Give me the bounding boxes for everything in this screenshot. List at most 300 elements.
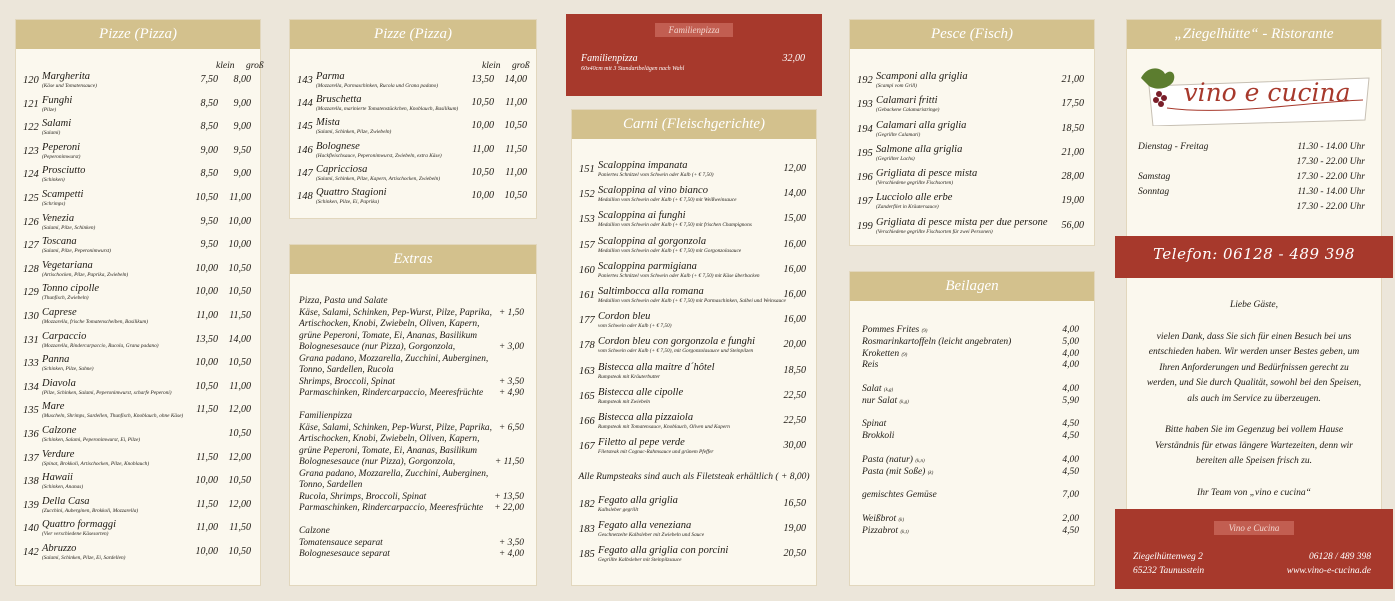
item-description: (Salami, Schinken, Pilze, Ei, Sardellen) — [42, 554, 126, 561]
side-dish — [862, 337, 1011, 350]
menu-row — [16, 496, 260, 520]
item-name: Prosciutto — [42, 165, 86, 177]
item-description: (Gegrillte Calamari) — [876, 131, 921, 138]
menu-row — [16, 213, 260, 237]
item-number: 125 — [23, 192, 39, 204]
price-small: 13,50 — [195, 333, 218, 345]
item-name: Parma — [316, 71, 345, 82]
item-name: Mare — [42, 401, 65, 413]
pizza-list-2 — [290, 71, 536, 210]
menu-row — [572, 387, 816, 412]
price-small: 8,50 — [200, 168, 218, 180]
item-number: 165 — [579, 390, 595, 402]
item-number: 140 — [23, 523, 39, 535]
item-number: 199 — [857, 220, 873, 232]
item-description: Medaillon vom Schwein oder Kalb (+ € 7,50) mit Parmaschinken, Salbei und Weinsauce — [598, 297, 786, 304]
item-number: 147 — [297, 167, 313, 179]
menu-row — [572, 336, 816, 361]
footer-phone[interactable]: 06128 / 489 398 — [1308, 552, 1371, 562]
item-name: Bistecca alle cipolle — [598, 386, 684, 398]
menu-row — [572, 495, 816, 520]
item-description: (Vier verschiedene Käsesorten) — [42, 531, 109, 538]
side-dish — [862, 384, 893, 397]
side-dish-code: (k,n) — [915, 458, 925, 464]
beilagen-header: Beilagen — [850, 272, 1094, 301]
website-link[interactable]: www.vino-e-cucina.de — [1286, 566, 1371, 576]
item-name: Salmone alla griglia — [876, 143, 963, 155]
item-name: Capricciosa — [316, 163, 368, 175]
item-price: 14,00 — [783, 188, 806, 200]
side-dish — [862, 349, 907, 362]
item-number: 178 — [579, 340, 595, 352]
item-number: 142 — [23, 546, 39, 558]
carni-list — [572, 160, 816, 462]
menu-row — [850, 120, 1094, 144]
side-dish-name: Pasta (mit Soße) — [862, 466, 926, 477]
side-dish-name: nur Salat — [862, 395, 898, 406]
item-description: Medaillon vom Schwein oder Kalb (+ € 7,50) mit Weißweinsauce — [598, 197, 737, 204]
item-description: (Peperonimwurst) — [42, 153, 81, 160]
price-large: 10,00 — [228, 239, 251, 251]
col-klein-2: klein — [482, 61, 501, 71]
item-name: Cordon bleu con gorgonzola e funghi — [598, 336, 756, 348]
item-price: 16,50 — [783, 498, 806, 509]
item-name: Grigliata di pesce mista per due persone — [876, 216, 1048, 228]
price-small: 10,50 — [195, 380, 218, 392]
price-large: 9,00 — [233, 168, 251, 180]
side-dish-code: (k,t) — [900, 529, 909, 535]
family-tag: Familienpizza — [655, 23, 733, 37]
side-dish-name: Rosmarinkartoffeln (leicht angebraten) — [862, 336, 1012, 347]
greeting-text-1 — [1127, 330, 1381, 408]
menu-row — [572, 261, 816, 286]
item-name: Scaloppina al vino bianco — [598, 185, 708, 197]
menu-row — [572, 286, 816, 311]
item-name: Funghi — [42, 94, 73, 106]
item-number: 145 — [297, 121, 313, 133]
menu-row — [572, 311, 816, 336]
side-dish-name: Pommes Frites — [862, 325, 920, 335]
extras-price: + 11,50 — [494, 457, 524, 467]
side-dish — [862, 396, 909, 409]
hours-day-2 — [1138, 155, 1208, 170]
menu-row — [16, 236, 260, 260]
price-small: 10,00 — [471, 120, 494, 132]
item-number: 152 — [579, 189, 595, 201]
price-large: 8,00 — [233, 74, 251, 85]
item-number: 135 — [23, 405, 39, 417]
price-large: 10,50 — [504, 189, 527, 201]
item-price: 28,00 — [1061, 171, 1084, 183]
item-number: 163 — [579, 365, 595, 377]
price-small: 11,00 — [196, 522, 218, 534]
side-dish-name: Pizzabrot — [862, 525, 899, 536]
extras-price: + 1,50 — [498, 307, 524, 318]
item-name: Scaloppina parmigiana — [598, 260, 697, 272]
item-description: vom Schwein oder Kalb (+ € 7,50), mit Gorgonzolasauce und Steinpilzen — [598, 348, 754, 355]
menu-row — [290, 141, 536, 164]
item-description: (Hackfleischsauce, Peperonimwurst, Zwiebeln, extra Käse) — [316, 152, 442, 159]
price-large: 11,00 — [229, 380, 251, 392]
menu-row — [16, 165, 260, 189]
item-number: 131 — [23, 334, 39, 346]
greeting-line: Ihren Anforderungen und Bedürfnissen gerecht zu — [1159, 362, 1349, 373]
item-description: Rumpsteak mit Kräuterbutter — [598, 373, 661, 380]
item-number: 134 — [23, 381, 39, 393]
col-gross: groß — [246, 61, 264, 71]
item-description: Rumpsteak mit Tomatensauce, Knoblauch, Oliven und Kapern — [598, 423, 730, 430]
family-panel — [566, 14, 822, 96]
extras-price: + 3,50 — [498, 376, 524, 387]
extras-line: Käse, Salami, Schinken, Pep-Wurst, Pilze, Paprika, — [299, 307, 492, 318]
item-number: 138 — [23, 476, 39, 488]
extras-header: Extras — [290, 245, 536, 274]
side-dish — [862, 431, 894, 444]
item-description: (Schinken, Salami, Peperonimwurst, Ei, Pilze) — [42, 436, 141, 443]
side-dish — [862, 526, 909, 539]
side-dish-name: Salat — [862, 384, 882, 394]
item-price: 20,50 — [783, 548, 806, 560]
item-description: (Salami, Schinken, Pilze, Zwiebeln) — [316, 129, 392, 136]
item-number: 166 — [579, 415, 595, 427]
side-dish-name: Brokkoli — [862, 431, 895, 442]
item-description: (Salami, Pilze, Peperonimwurst) — [42, 248, 111, 255]
item-name: Scaloppina al gorgonzola — [598, 235, 707, 247]
hours-time-5: 17.30 - 22.00 Uhr — [1296, 202, 1365, 212]
item-name: Calzone — [42, 424, 77, 436]
hours-day-3: Samstag — [1138, 172, 1171, 182]
hours-day-4: Sonntag — [1138, 187, 1170, 197]
greeting-line: bereiten alle Speisen frisch zu. — [1196, 456, 1312, 466]
item-description: (Gebackene Calamaristringe) — [876, 107, 940, 114]
item-description: (Pilze) — [42, 106, 57, 113]
price-large: 10,50 — [228, 427, 251, 439]
item-number: 161 — [579, 289, 595, 301]
side-dish-name: Kroketten — [862, 348, 900, 359]
price-large: 10,00 — [228, 215, 251, 227]
side-dish — [862, 467, 933, 480]
item-description: Kalbsleber gegrillt — [598, 507, 639, 513]
greeting-line: vielen Dank, dass Sie sich für einen Besuch bei uns — [1156, 331, 1352, 342]
extras-panel — [289, 244, 537, 586]
item-description: (Scampi vom Grill) — [876, 83, 917, 89]
side-dish-code: (k) — [927, 470, 934, 476]
price-small: 8,50 — [200, 97, 218, 109]
side-dish-name: Reis — [862, 360, 879, 371]
price-large: 10,50 — [228, 357, 251, 369]
price-small: 11,00 — [472, 143, 494, 155]
menu-row — [572, 210, 816, 235]
item-description: Paniertes Schnitzel vom Schwein oder Kalb (+ € 7,50) mit Käse überbacken — [598, 272, 760, 279]
item-price: 18,50 — [1061, 122, 1084, 134]
item-name: Diavola — [42, 377, 76, 389]
side-dish-price: 4,50 — [1062, 466, 1079, 477]
hours-times — [1297, 140, 1365, 215]
item-name: Grigliata di pesce mista — [876, 168, 978, 180]
menu-row — [16, 425, 260, 449]
menu-row — [16, 307, 260, 331]
item-name: Fegato alla griglia — [598, 495, 678, 506]
hours-time-1: 11.30 - 14.00 Uhr — [1297, 142, 1365, 152]
item-description: (Schinken, Pilze, Sahne) — [42, 366, 94, 373]
item-name: Toscana — [42, 236, 77, 248]
price-small: 10,00 — [471, 189, 494, 201]
price-small: 11,00 — [196, 309, 218, 321]
restaurant-title: „Ziegelhütte“ - Ristorante — [1127, 20, 1381, 49]
side-dish-name: Spinat — [862, 419, 887, 430]
menu-row — [572, 520, 816, 545]
beilagen-panel — [849, 271, 1095, 586]
side-dish — [862, 325, 927, 338]
item-name: Fegato alla veneziana — [598, 520, 692, 532]
extras-line: Familienpizza — [299, 411, 353, 421]
menu-row — [850, 144, 1094, 168]
item-name: Margherita — [42, 71, 91, 82]
extras-line: Artischocken, Knobi, Zwiebeln, Oliven, Kapern, — [299, 319, 480, 329]
menu-row — [290, 187, 536, 210]
price-small: 9,50 — [200, 239, 218, 251]
item-name: Scaloppina ai funghi — [598, 210, 686, 222]
price-small: 7,50 — [200, 74, 218, 85]
item-number: 157 — [579, 239, 595, 251]
item-number: 139 — [23, 499, 39, 511]
extras-line: Rucola, Shrimps, Broccoli, Spinat — [299, 491, 427, 502]
menu-row — [16, 260, 260, 284]
menu-row — [850, 217, 1094, 241]
item-number: 128 — [23, 263, 39, 275]
extras-price: + 6,50 — [498, 422, 524, 433]
item-number: 167 — [579, 441, 595, 453]
menu-row — [572, 362, 816, 387]
item-price: 17,50 — [1061, 98, 1084, 110]
side-dish-code: (k,g) — [899, 399, 909, 405]
greeting-line: werden, und Sie durch Qualität, sowohl bei den Speisen, — [1146, 378, 1362, 388]
menu-row — [16, 189, 260, 213]
item-name: Mista — [316, 117, 340, 129]
item-number: 182 — [579, 499, 595, 510]
extras-line: Tonno, Sardellen, Rucola — [299, 365, 394, 375]
item-name: Verdure — [42, 448, 75, 460]
item-description: (Salami, Pilze, Schinken) — [42, 224, 96, 231]
item-price: 56,00 — [1061, 219, 1084, 231]
price-large: 11,00 — [505, 97, 527, 109]
item-price: 22,50 — [783, 414, 806, 426]
item-description: Rumpsteak mit Zwiebeln — [598, 398, 651, 405]
price-large: 11,50 — [229, 522, 251, 534]
item-name: Vegetariana — [42, 259, 93, 271]
price-large: 10,50 — [228, 286, 251, 298]
price-large: 10,50 — [504, 120, 527, 132]
item-number: 160 — [579, 264, 595, 276]
extras-line: Bolognesesauce (nur Pizza), Gorgonzola, — [299, 342, 456, 352]
greeting-block — [1127, 298, 1381, 501]
extras-line: Grana padano, Mozzarella, Zucchini, Auberginen, — [299, 468, 489, 479]
item-number: 192 — [857, 75, 873, 86]
item-name: Bistecca alla maitre d´hôtel — [598, 361, 715, 373]
price-small: 10,00 — [195, 262, 218, 274]
item-price: 16,00 — [783, 263, 806, 275]
col-klein: klein — [216, 61, 235, 71]
menu-row — [850, 192, 1094, 216]
item-number: 123 — [23, 145, 39, 157]
family-desc: 60x40cm mit 3 Standartbelägen nach Wahl — [581, 66, 685, 72]
item-description: (Gegrillter Lachs) — [876, 155, 915, 162]
item-description: (Salami) — [42, 130, 61, 137]
extras-line: Calzone — [299, 526, 330, 536]
price-large: 12,00 — [228, 498, 251, 510]
price-large: 12,00 — [228, 404, 251, 416]
price-small: 9,00 — [200, 144, 218, 156]
price-large: 11,50 — [505, 143, 527, 155]
price-small: 10,50 — [471, 166, 494, 178]
item-number: 137 — [23, 452, 39, 464]
item-name: Calamari fritti — [876, 95, 938, 107]
menu-row — [572, 236, 816, 261]
extras-line: grüne Peperoni, Tomate, Ei, Ananas, Basilikum — [299, 445, 478, 456]
price-large: 14,00 — [504, 74, 527, 85]
item-price: 12,00 — [783, 163, 806, 174]
extras-price: + 13,50 — [494, 491, 524, 502]
item-name: Venezia — [42, 212, 75, 224]
item-name: Fegato alla griglia con porcini — [598, 545, 729, 557]
greeting-line: Bitte haben Sie im Gegenzug bei vollem Hause — [1164, 425, 1344, 435]
menu-row — [850, 71, 1094, 95]
menu-row — [16, 142, 260, 166]
menu-row — [572, 185, 816, 210]
item-description: (Thunfisch, Zwiebeln) — [42, 295, 89, 302]
item-name: Caprese — [42, 306, 77, 318]
side-dish-code: (k,g) — [883, 388, 894, 393]
extras-line: Artischocken, Knobi, Zwiebeln, Oliven, Kapern, — [299, 434, 480, 444]
item-price: 22,50 — [783, 389, 806, 401]
item-name: Peperoni — [42, 141, 81, 153]
item-number: 194 — [857, 123, 873, 135]
item-description: (Verschiedene gegrillte Fischsorten) — [876, 180, 954, 187]
item-number: 195 — [857, 147, 873, 159]
item-description: (Schinken, Pilze, Ei, Paprika) — [316, 198, 379, 205]
price-large: 9,00 — [233, 97, 251, 109]
item-price: 16,00 — [783, 288, 806, 300]
item-description: (Muscheln, Shrimps, Sardellen, Thunfisch, Knoblauch, ohne Käse) — [42, 413, 184, 420]
item-price: 15,00 — [783, 213, 806, 225]
item-number: 126 — [23, 216, 39, 228]
side-dish-price: 4,00 — [1062, 384, 1079, 394]
item-number: 121 — [23, 98, 39, 110]
price-large: 11,50 — [229, 309, 251, 321]
item-name: Panna — [42, 354, 70, 366]
pesce-panel — [849, 19, 1095, 246]
item-description: (Schrimps) — [42, 200, 66, 207]
extras-line: grüne Peperoni, Tomate, Ei, Ananas, Basilikum — [299, 330, 478, 341]
price-large: 12,00 — [228, 451, 251, 463]
menu-row — [16, 449, 260, 473]
item-name: Tonno cipolle — [42, 283, 100, 295]
item-name: Quattro Stagioni — [316, 186, 387, 198]
item-number: 185 — [579, 549, 595, 561]
item-description: (Verschiedene gegrillte Fischsorten für zwei Personen) — [876, 228, 993, 235]
item-description: (Artischocken, Pilze, Paprika, Zwiebeln) — [42, 271, 129, 278]
menu-row — [572, 160, 816, 185]
item-price: 21,00 — [1061, 74, 1084, 85]
item-price: 19,00 — [783, 523, 806, 535]
carni-note: Alle Rumpsteaks sind auch als Filetsteak erhältlich ( + 8,00) — [578, 472, 810, 482]
extras-line: Pizza, Pasta und Salate — [299, 296, 388, 306]
logo — [1137, 60, 1373, 126]
family-name: Familienpizza — [581, 53, 638, 64]
item-number: 122 — [23, 122, 39, 134]
item-name: Scaloppina impanata — [598, 160, 688, 171]
price-small: 8,50 — [200, 121, 218, 133]
pesce-header: Pesce (Fisch) — [850, 20, 1094, 49]
price-large: 14,00 — [228, 333, 251, 345]
side-dish — [862, 419, 886, 432]
item-description: (Zucchini, Auberginen, Brokkoli, Mozzarella) — [42, 507, 139, 514]
price-large: 11,00 — [505, 166, 527, 178]
col-gross-2: groß — [512, 61, 530, 71]
price-small: 10,50 — [195, 191, 218, 203]
price-small: 13,50 — [471, 74, 494, 85]
footer-tag: Vino e Cucina — [1214, 521, 1294, 535]
item-name: Lucciolo alle erbe — [876, 192, 953, 204]
item-description: Medaillon vom Schwein oder Kalb (+ € 7,50) mit Gorgonzolasauce — [598, 247, 742, 254]
menu-row — [16, 95, 260, 119]
side-dish-price: 4,00 — [1062, 325, 1079, 335]
menu-row — [16, 472, 260, 496]
price-small: 10,00 — [195, 475, 218, 487]
side-dish — [862, 455, 925, 468]
side-dish — [862, 514, 904, 527]
logo-text: vino e cucina — [1183, 78, 1351, 107]
carni-header: Carni (Fleischgerichte) — [572, 110, 816, 139]
item-name: Scampetti — [42, 188, 84, 200]
item-number: 146 — [297, 144, 313, 156]
phone-number[interactable]: Telefon: 06128 - 489 398 — [1153, 245, 1355, 263]
item-number: 127 — [23, 240, 39, 252]
extras-price: + 4,00 — [498, 549, 524, 559]
side-dish-price: 4,50 — [1062, 419, 1079, 430]
extras-price: + 3,00 — [498, 342, 524, 352]
item-description: Medaillon vom Schwein oder Kalb (+ € 7,50) mit frischen Champignons — [598, 222, 752, 229]
item-name: Bruschetta — [316, 94, 362, 106]
item-name: Della Casa — [42, 495, 90, 507]
extras-price: + 22,00 — [494, 503, 524, 513]
item-price: 21,00 — [1061, 146, 1084, 158]
price-small: 10,00 — [195, 357, 218, 369]
item-price: 16,00 — [783, 238, 806, 250]
item-name: Bistecca alla pizzaiola — [598, 411, 694, 423]
item-description: Geschnetzelte Kalbsleber mit Zwiebeln und Sauce — [598, 532, 705, 539]
item-price: 19,00 — [1061, 195, 1084, 207]
side-dish-code: (9) — [901, 352, 908, 358]
item-name: Scamponi alla griglia — [876, 71, 968, 82]
item-number: 153 — [579, 214, 595, 226]
menu-row — [16, 71, 260, 95]
side-dish-price: 5,90 — [1062, 395, 1079, 406]
side-dish-price: 7,00 — [1062, 490, 1079, 501]
extras-price: + 4,90 — [498, 388, 524, 398]
item-name: Abruzzo — [42, 542, 77, 554]
item-description: (Pilze, Schinken, Salami, Peperonimwurst, scharfe Peperoni) — [42, 389, 172, 396]
menu-row — [16, 331, 260, 355]
info-panel — [1126, 19, 1382, 586]
price-small: 10,50 — [471, 97, 494, 109]
hours-day-1: Dienstag - Freitag — [1138, 142, 1209, 152]
greeting: Liebe Gäste, — [1229, 300, 1279, 310]
footer-box — [1115, 509, 1393, 589]
menu-row — [16, 543, 260, 567]
menu-row — [290, 94, 536, 117]
side-dish-price: 4,50 — [1062, 431, 1079, 442]
